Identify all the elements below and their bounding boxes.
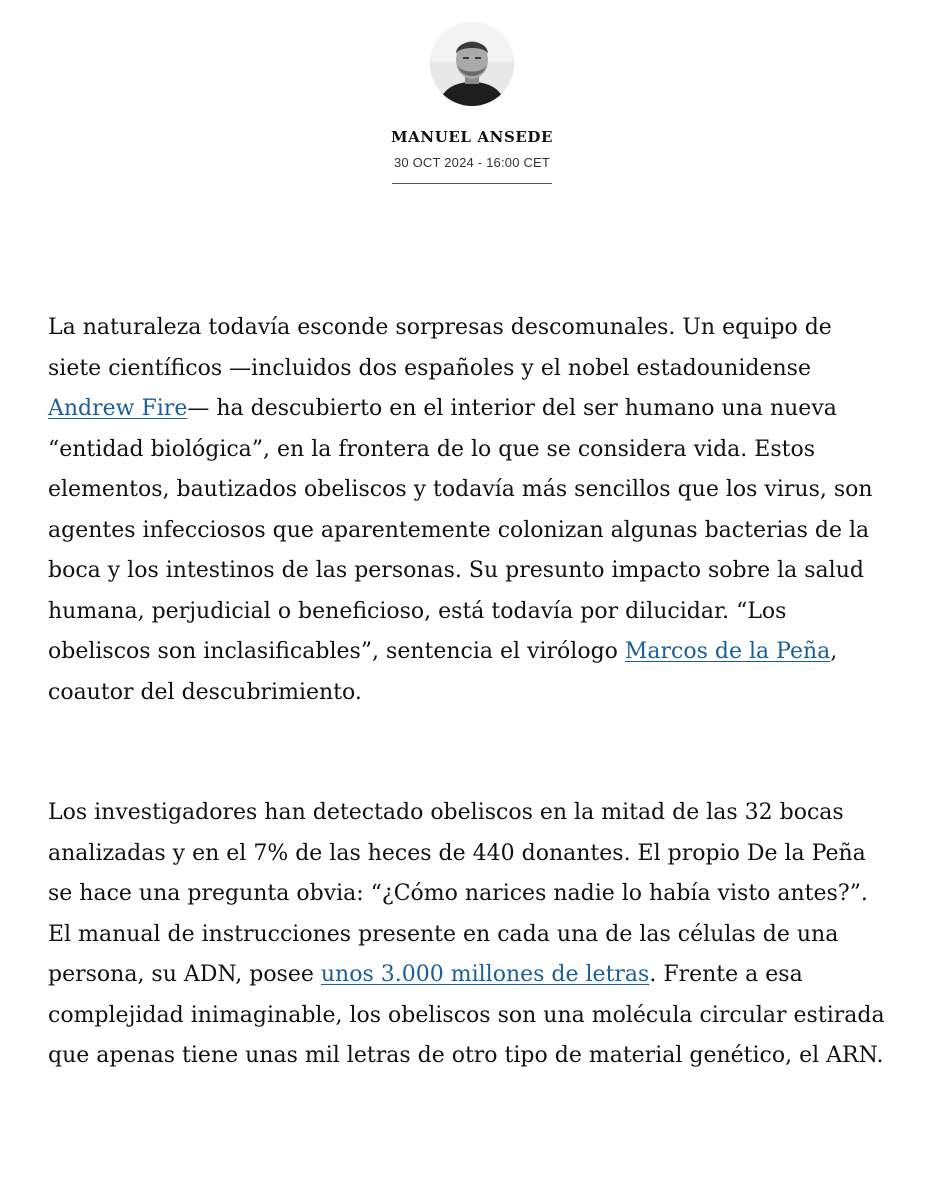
paragraph-2-text-2: . Frente a esa complejidad inimaginable, los obeliscos son una molécula circular estirada que apenas tiene unas mil letras de otro tipo de material genético, el ARN. [48,962,885,1068]
article-body [48,308,888,1077]
link-marcos-de-la-pena[interactable]: Marcos de la Peña [624,639,831,664]
link-3000-millones-letras[interactable]: unos 3.000 millones de letras [320,962,650,987]
paragraph-1-text-3: , coautor del descubrimiento. [48,639,838,705]
author-byline [0,0,944,184]
paragraph-2-text-1: Los investigadores han detectado obeliscos en la mitad de las 32 bocas analizadas y en el 7% de las heces de 440 donantes. El propio De la Peña se hace una pregunta obvia: “¿Cómo narices nadie lo había visto antes?”. El manual de instrucciones presente en cada una de las células de una persona, su ADN, posee [48,800,868,987]
byline-divider [392,183,552,184]
link-andrew-fire[interactable]: Andrew Fire [48,396,188,421]
author-name[interactable]: MANUEL ANSEDE [390,128,554,146]
publish-date: 30 OCT 2024 - 16:00 CET [393,155,551,170]
author-photo [430,22,514,106]
paragraph-2 [48,793,888,1077]
author-avatar[interactable] [430,22,514,106]
paragraph-1 [48,308,888,713]
paragraph-1-text-2: — ha descubierto en el interior del ser humano una nueva “entidad biológica”, en la frontera de lo que se considera vida. Estos elementos, bautizados obeliscos y todavía más sencillos que los virus, son agentes infecciosos que aparentemente colonizan algunas bacterias de la boca y los intestinos de las personas. Su presunto impacto sobre la salud humana, perjudicial o beneficioso, está todavía por dilucidar. “Los obeliscos son inclasificables”, sentencia el virólogo [48,396,873,664]
paragraph-1-text-1: La naturaleza todavía esconde sorpresas descomunales. Un equipo de siete científicos —incluidos dos españoles y el nobel estadounidense [48,315,832,381]
